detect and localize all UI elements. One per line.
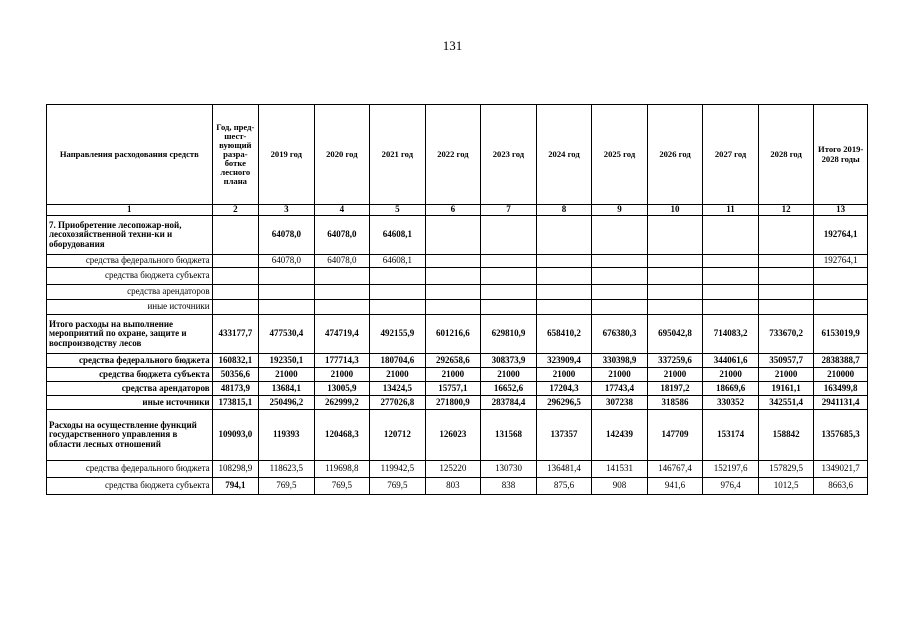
- table-cell: 64608,1: [370, 216, 426, 255]
- source-row-other: [47, 396, 868, 410]
- table-cell: [259, 285, 315, 300]
- header-2024: 2024 год: [536, 105, 592, 205]
- table-cell: 803: [425, 478, 481, 495]
- table-cell: [425, 268, 481, 285]
- table-cell: 323909,4: [536, 354, 592, 368]
- table-cell: 307238: [592, 396, 648, 410]
- table-cell: [370, 300, 426, 315]
- table-cell: 21000: [758, 368, 814, 382]
- table-cell: 192764,1: [814, 216, 868, 255]
- table-cell: 119393: [259, 410, 315, 461]
- table-cell: [425, 216, 481, 255]
- row-label: средства федерального бюджета: [47, 255, 213, 268]
- table-cell: 308373,9: [481, 354, 537, 368]
- source-row-tenants: [47, 285, 868, 300]
- table-cell: 64078,0: [259, 216, 315, 255]
- table-cell: 177714,3: [314, 354, 370, 368]
- table-cell: 474719,4: [314, 315, 370, 354]
- table-cell: [536, 255, 592, 268]
- table-cell: [647, 255, 703, 268]
- source-row-other: [47, 300, 868, 315]
- table-cell: [592, 216, 648, 255]
- header-2022: 2022 год: [425, 105, 481, 205]
- table-cell: [481, 285, 537, 300]
- row-label: средства бюджета субъекта: [47, 268, 213, 285]
- table-cell: [758, 285, 814, 300]
- table-cell: [703, 285, 759, 300]
- table-cell: 147709: [647, 410, 703, 461]
- table-cell: 136481,4: [536, 461, 592, 478]
- table-cell: 109093,0: [212, 410, 258, 461]
- table-cell: [592, 255, 648, 268]
- table-cell: 658410,2: [536, 315, 592, 354]
- table-cell: [259, 300, 315, 315]
- total-row-protection: [47, 315, 868, 354]
- table-cell: [212, 300, 258, 315]
- table-cell: 330352: [703, 396, 759, 410]
- budget-table: [46, 104, 868, 495]
- table-cell: 433177,7: [212, 315, 258, 354]
- table-cell: 19161,1: [758, 382, 814, 396]
- table-cell: 15757,1: [425, 382, 481, 396]
- header-2027: 2027 год: [703, 105, 759, 205]
- header-2023: 2023 год: [481, 105, 537, 205]
- table-cell: 64078,0: [314, 255, 370, 268]
- table-cell: 64078,0: [259, 255, 315, 268]
- table-cell: 21000: [592, 368, 648, 382]
- table-cell: [647, 268, 703, 285]
- table-cell: 130730: [481, 461, 537, 478]
- column-number: 8: [536, 205, 592, 216]
- table-cell: 131568: [481, 410, 537, 461]
- table-cell: 342551,4: [758, 396, 814, 410]
- table-cell: [481, 300, 537, 315]
- table-cell: [703, 216, 759, 255]
- source-row-federal: [47, 255, 868, 268]
- source-row-subject: [47, 478, 868, 495]
- column-number: 4: [314, 205, 370, 216]
- row-label: иные источники: [47, 300, 213, 315]
- table-cell: 108298,9: [212, 461, 258, 478]
- row-label: Расходы на осуществление функций государственного управления в области лесных отношений: [47, 410, 213, 461]
- table-cell: 173815,1: [212, 396, 258, 410]
- table-cell: 163499,8: [814, 382, 868, 396]
- table-cell: 2838388,7: [814, 354, 868, 368]
- header-directions: Направления расходования средств: [47, 105, 213, 205]
- table-cell: 8663,6: [814, 478, 868, 495]
- header-2020: 2020 год: [314, 105, 370, 205]
- table-cell: 126023: [425, 410, 481, 461]
- table-cell: 492155,9: [370, 315, 426, 354]
- table-cell: 769,5: [259, 478, 315, 495]
- table-cell: [758, 216, 814, 255]
- row-label: средства бюджета субъекта: [47, 478, 213, 495]
- table-cell: 141531: [592, 461, 648, 478]
- row-label: Итого расходы на выполнение мероприятий по охране, защите и воспроизводству лесов: [47, 315, 213, 354]
- table-cell: 794,1: [212, 478, 258, 495]
- table-cell: 180704,6: [370, 354, 426, 368]
- table-cell: [814, 285, 868, 300]
- table-cell: [592, 268, 648, 285]
- table-cell: 629810,9: [481, 315, 537, 354]
- table-cell: 676380,3: [592, 315, 648, 354]
- table-cell: 21000: [425, 368, 481, 382]
- table-cell: [814, 300, 868, 315]
- table-cell: 714083,2: [703, 315, 759, 354]
- table-cell: 18669,6: [703, 382, 759, 396]
- table-cell: 13005,9: [314, 382, 370, 396]
- column-number: 7: [481, 205, 537, 216]
- table-cell: 48173,9: [212, 382, 258, 396]
- column-number: 2: [212, 205, 258, 216]
- table-cell: 1349021,7: [814, 461, 868, 478]
- table-cell: [536, 216, 592, 255]
- source-row-tenants: [47, 382, 868, 396]
- table-cell: 1012,5: [758, 478, 814, 495]
- table-cell: 18197,2: [647, 382, 703, 396]
- table-cell: [481, 255, 537, 268]
- header-2021: 2021 год: [370, 105, 426, 205]
- table-cell: 733670,2: [758, 315, 814, 354]
- table-cell: 192350,1: [259, 354, 315, 368]
- row-label: 7. Приобретение лесопожар-ной, лесохозяйственной техни-ки и оборудования: [47, 216, 213, 255]
- table-cell: 271800,9: [425, 396, 481, 410]
- table-cell: 941,6: [647, 478, 703, 495]
- table-cell: [647, 285, 703, 300]
- table-cell: 838: [481, 478, 537, 495]
- table-cell: [592, 285, 648, 300]
- table-cell: 337259,6: [647, 354, 703, 368]
- header-total: Итого 2019-2028 годы: [814, 105, 868, 205]
- column-number: 5: [370, 205, 426, 216]
- table-cell: 695042,8: [647, 315, 703, 354]
- header-2026: 2026 год: [647, 105, 703, 205]
- row-label: средства бюджета субъекта: [47, 368, 213, 382]
- table-cell: [370, 285, 426, 300]
- table-cell: [259, 268, 315, 285]
- table-cell: [314, 268, 370, 285]
- table-cell: [758, 300, 814, 315]
- table-cell: 153174: [703, 410, 759, 461]
- table-cell: 976,4: [703, 478, 759, 495]
- column-number: 11: [703, 205, 759, 216]
- table-cell: [212, 285, 258, 300]
- row-label: иные источники: [47, 396, 213, 410]
- table-cell: 210000: [814, 368, 868, 382]
- row-label: средства федерального бюджета: [47, 461, 213, 478]
- source-row-federal: [47, 354, 868, 368]
- table-cell: 344061,6: [703, 354, 759, 368]
- table-cell: [425, 300, 481, 315]
- table-cell: 601216,6: [425, 315, 481, 354]
- table-cell: 21000: [647, 368, 703, 382]
- table-cell: 120712: [370, 410, 426, 461]
- header-row: [47, 105, 868, 205]
- table-cell: 1357685,3: [814, 410, 868, 461]
- table-cell: 157829,5: [758, 461, 814, 478]
- table-cell: 125220: [425, 461, 481, 478]
- table-cell: 160832,1: [212, 354, 258, 368]
- table-cell: [481, 216, 537, 255]
- table-cell: 119698,8: [314, 461, 370, 478]
- table-cell: [647, 300, 703, 315]
- table-cell: [758, 255, 814, 268]
- table-cell: 142439: [592, 410, 648, 461]
- table-cell: 158842: [758, 410, 814, 461]
- table-cell: 146767,4: [647, 461, 703, 478]
- table-cell: [212, 216, 258, 255]
- table-cell: 192764,1: [814, 255, 868, 268]
- table-cell: [758, 268, 814, 285]
- source-row-subject: [47, 368, 868, 382]
- table-cell: 350957,7: [758, 354, 814, 368]
- table-cell: 21000: [314, 368, 370, 382]
- table-cell: 120468,3: [314, 410, 370, 461]
- table-cell: 21000: [259, 368, 315, 382]
- table-cell: [314, 285, 370, 300]
- table-cell: 21000: [536, 368, 592, 382]
- table-cell: 21000: [370, 368, 426, 382]
- table-cell: [814, 268, 868, 285]
- table-cell: [314, 300, 370, 315]
- page-number: 131: [442, 38, 463, 53]
- table-cell: 875,6: [536, 478, 592, 495]
- table-cell: 64608,1: [370, 255, 426, 268]
- table-cell: 250496,2: [259, 396, 315, 410]
- column-number: 13: [814, 205, 868, 216]
- table-cell: 296296,5: [536, 396, 592, 410]
- header-2019: 2019 год: [259, 105, 315, 205]
- header-2025: 2025 год: [592, 105, 648, 205]
- table-cell: [212, 268, 258, 285]
- table-cell: 152197,6: [703, 461, 759, 478]
- column-number: 10: [647, 205, 703, 216]
- table-cell: 330398,9: [592, 354, 648, 368]
- table-cell: 769,5: [314, 478, 370, 495]
- table-cell: 277026,8: [370, 396, 426, 410]
- table-cell: 13424,5: [370, 382, 426, 396]
- table-cell: 118623,5: [259, 461, 315, 478]
- table-cell: 262999,2: [314, 396, 370, 410]
- table-cell: 119942,5: [370, 461, 426, 478]
- table-cell: [703, 268, 759, 285]
- table-cell: 477530,4: [259, 315, 315, 354]
- column-number: 6: [425, 205, 481, 216]
- table-cell: [536, 300, 592, 315]
- table-cell: [592, 300, 648, 315]
- table-cell: [425, 285, 481, 300]
- column-number: 12: [758, 205, 814, 216]
- table-cell: 13684,1: [259, 382, 315, 396]
- table-cell: 6153019,9: [814, 315, 868, 354]
- table-cell: 17743,4: [592, 382, 648, 396]
- table-cell: 283784,4: [481, 396, 537, 410]
- table-cell: 318586: [647, 396, 703, 410]
- header-2028: 2028 год: [758, 105, 814, 205]
- table-cell: 16652,6: [481, 382, 537, 396]
- table-cell: [370, 268, 426, 285]
- row-label: средства арендаторов: [47, 285, 213, 300]
- table-cell: 292658,6: [425, 354, 481, 368]
- table-cell: 17204,3: [536, 382, 592, 396]
- table-cell: 21000: [703, 368, 759, 382]
- header-prior-year: Год, пред-шест-вующий разра-ботке лесного плана: [212, 105, 258, 205]
- row-label: средства арендаторов: [47, 382, 213, 396]
- table-cell: 2941131,4: [814, 396, 868, 410]
- table-cell: 908: [592, 478, 648, 495]
- table-cell: [703, 255, 759, 268]
- column-number: 3: [259, 205, 315, 216]
- source-row-federal: [47, 461, 868, 478]
- table-cell: 50356,6: [212, 368, 258, 382]
- table-cell: 137357: [536, 410, 592, 461]
- table-cell: [481, 268, 537, 285]
- table-cell: 64078,0: [314, 216, 370, 255]
- table-cell: [536, 268, 592, 285]
- column-number: 1: [47, 205, 213, 216]
- column-number-row: [47, 205, 868, 216]
- table-cell: 769,5: [370, 478, 426, 495]
- section-row-equipment: [47, 216, 868, 255]
- column-number: 9: [592, 205, 648, 216]
- section-row-management: [47, 410, 868, 461]
- source-row-subject: [47, 268, 868, 285]
- table-cell: [212, 255, 258, 268]
- table-cell: [703, 300, 759, 315]
- table-cell: [647, 216, 703, 255]
- table-cell: [536, 285, 592, 300]
- table-cell: 21000: [481, 368, 537, 382]
- row-label: средства федерального бюджета: [47, 354, 213, 368]
- table-cell: [425, 255, 481, 268]
